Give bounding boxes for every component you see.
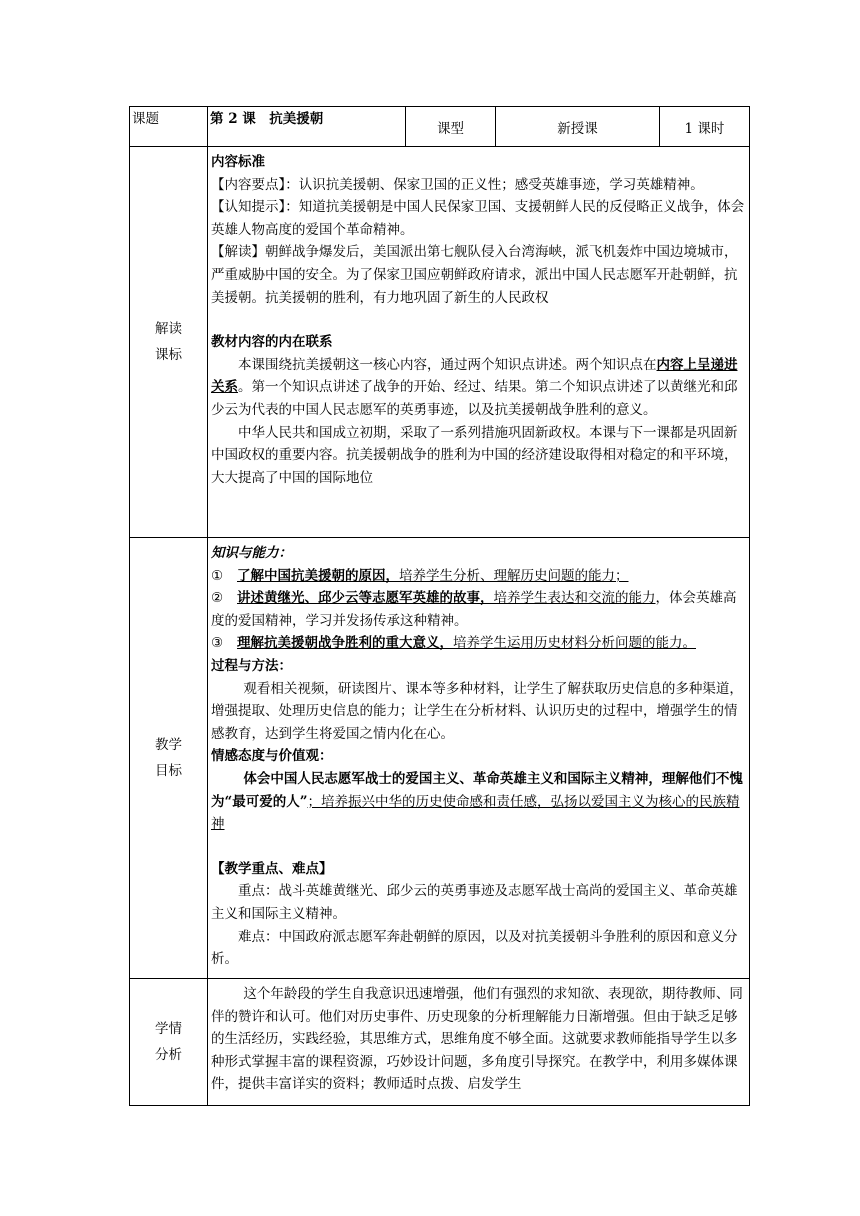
- relation-heading: 教材内容的内在联系: [211, 334, 333, 351]
- process-heading: 过程与方法：: [211, 657, 292, 674]
- objectives-label-line1: 教学: [155, 737, 182, 753]
- knowledge-item-2: [211, 587, 746, 632]
- relation-paragraph-2: 中华人民共和国成立初期，采取了一系列措施巩固新政权。本课与下一课都是巩固新中国政权的重要内容。抗美援朝战争的胜利为中国的经济建设取得相对稳定的和平环境，大大提高了中国的国际地位: [211, 424, 738, 486]
- key-points-tag: 【内容要点】: [211, 176, 286, 193]
- emotion-heading: 情感态度与价值观：: [211, 748, 333, 765]
- learners-label-line1: 学情: [155, 1021, 182, 1037]
- type-label: 课型: [406, 107, 496, 147]
- difficulty-paragraph: 难点：中国政府派志愿军奔赴朝鲜的原因，以及对抗美援朝斗争胜利的原因和意义分析。: [211, 928, 738, 968]
- item-3-bold: 理解抗美援朝战争胜利的重大意义，: [237, 635, 453, 652]
- objectives-label: [130, 538, 208, 979]
- learners-paragraph: 这个年龄段的学生自我意识迅速增强，他们有强烈的求知欲、表现欲，期待教师、同伴的赞许和认可。他们对历史事件、历史现象的分析理解能力日渐增强。但由于缺乏足够的生活经历，实践经验，其思维方式，思维角度不够全面。这就要求教师能指导学生以多种形式掌握丰富的课程资源，巧妙设计问题，多角度引导探究。在教学中，利用多媒体课件，提供丰富详实的资料；教师适时点拨、启发学生: [211, 986, 743, 1093]
- focus-paragraph: 重点：战斗英雄黄继光、邱少云的英勇事迹及志愿军战士高尚的爱国主义、革命英雄主义和国际主义精神。: [211, 883, 738, 922]
- header-row: [130, 107, 750, 147]
- knowledge-item-3: [211, 632, 746, 655]
- standards-row: [130, 147, 750, 538]
- cognition-tag: 【认知提示】: [211, 199, 286, 216]
- objectives-row: [130, 538, 750, 979]
- standards-label: [130, 147, 208, 538]
- type-value: 新授课: [496, 107, 660, 147]
- learners-label-line2: 分析: [155, 1047, 182, 1063]
- emotion-text: ；培养振兴中华的历史使命感和责任感，弘扬以爱国主义为核心的民族精神: [211, 793, 740, 833]
- knowledge-heading: 知识与能力：: [211, 545, 292, 561]
- objectives-label-line2: 目标: [155, 763, 182, 779]
- cognition-text: ：知道抗美援朝是中国人民保家卫国、支援朝鲜人民的反侵略正义战争，体会英雄人物高度的爱国个革命精神。: [211, 199, 745, 238]
- knowledge-item-1: [211, 565, 746, 588]
- course-label: 课题: [130, 107, 208, 147]
- relation-text-a: 本课围绕抗美援朝这一核心内容，通过两个知识点讲述。两个知识点在: [238, 356, 657, 373]
- key-points-paragraph: [211, 174, 746, 197]
- item-1-bold: 了解中国抗美援朝的原因，: [237, 567, 399, 584]
- focus-heading: 【教学重点、难点】: [211, 860, 333, 877]
- course-title: 第 2 课 抗美援朝: [208, 107, 406, 147]
- learners-content: [208, 979, 750, 1106]
- learners-label: [130, 979, 208, 1106]
- objectives-content: [208, 538, 750, 979]
- key-points-text: ：认识抗美援朝、保家卫国的正义性；感受英雄事迹，学习英雄精神。: [285, 176, 704, 193]
- interpret-tag: 【解读】: [211, 244, 265, 261]
- relation-paragraph-1: [211, 354, 746, 422]
- emotion-paragraph: [211, 768, 746, 836]
- item-1-number: ①: [211, 567, 224, 584]
- item-2-underlined: 培养学生表达和交流的能力: [493, 590, 656, 607]
- item-1-text: 培养学生分析、理解历史问题的能力；: [399, 567, 629, 584]
- lesson-plan-table: [129, 106, 750, 1106]
- interpret-paragraph: [211, 241, 746, 309]
- cognition-paragraph: [211, 196, 746, 241]
- standards-label-line2: 课标: [155, 347, 182, 363]
- relation-text-b: 。第一个知识点讲述了战争的开始、经过、结果。第二个知识点讲述了以黄继光和邱少云为代表的中国人民志愿军的英勇事迹，以及抗美援朝战争胜利的意义。: [211, 379, 738, 418]
- relation-emphasis: 内容上呈递进关系: [211, 356, 738, 396]
- emotion-bold: 体会中国人民志愿军战士的爱国主义、革命英雄主义和国际主义精神，理解他们不愧为“最可爱的人”: [211, 770, 743, 810]
- interpret-text: 朝鲜战争爆发后，美国派出第七舰队侵入台湾海峡，派飞机轰炸中国边境城市，严重威胁中国的安全。为了保家卫国应朝鲜政府请求，派出中国人民志愿军开赴朝鲜，抗美援朝。抗美援朝的胜利，有力地巩固了新生的人民政权: [211, 244, 738, 306]
- item-3-text: 培养学生运用历史材料分析问题的能力。: [453, 635, 696, 652]
- item-2-number: ②: [211, 590, 224, 607]
- content-standard-heading: 内容标准: [211, 154, 265, 170]
- item-3-number: ③: [211, 635, 224, 652]
- process-paragraph: 观看相关视频，研读图片、课本等多种材料，让学生了解获取历史信息的多种渠道，增强提取、处理历史信息的能力；让学生在分析材料、认识历史的过程中，增强学生的情感教育，达到学生将爱国之情内化在心。: [211, 680, 743, 742]
- standards-content: [208, 147, 750, 538]
- item-2-bold: 讲述黄继光、邱少云等志愿军英雄的故事，: [237, 590, 494, 607]
- standards-label-line1: 解读: [155, 321, 182, 337]
- learners-row: [130, 979, 750, 1106]
- item-2-text: ，体会英雄高度的爱国精神，学习并发扬传承这种精神。: [211, 590, 737, 629]
- hours-value: 1 课时: [660, 107, 750, 147]
